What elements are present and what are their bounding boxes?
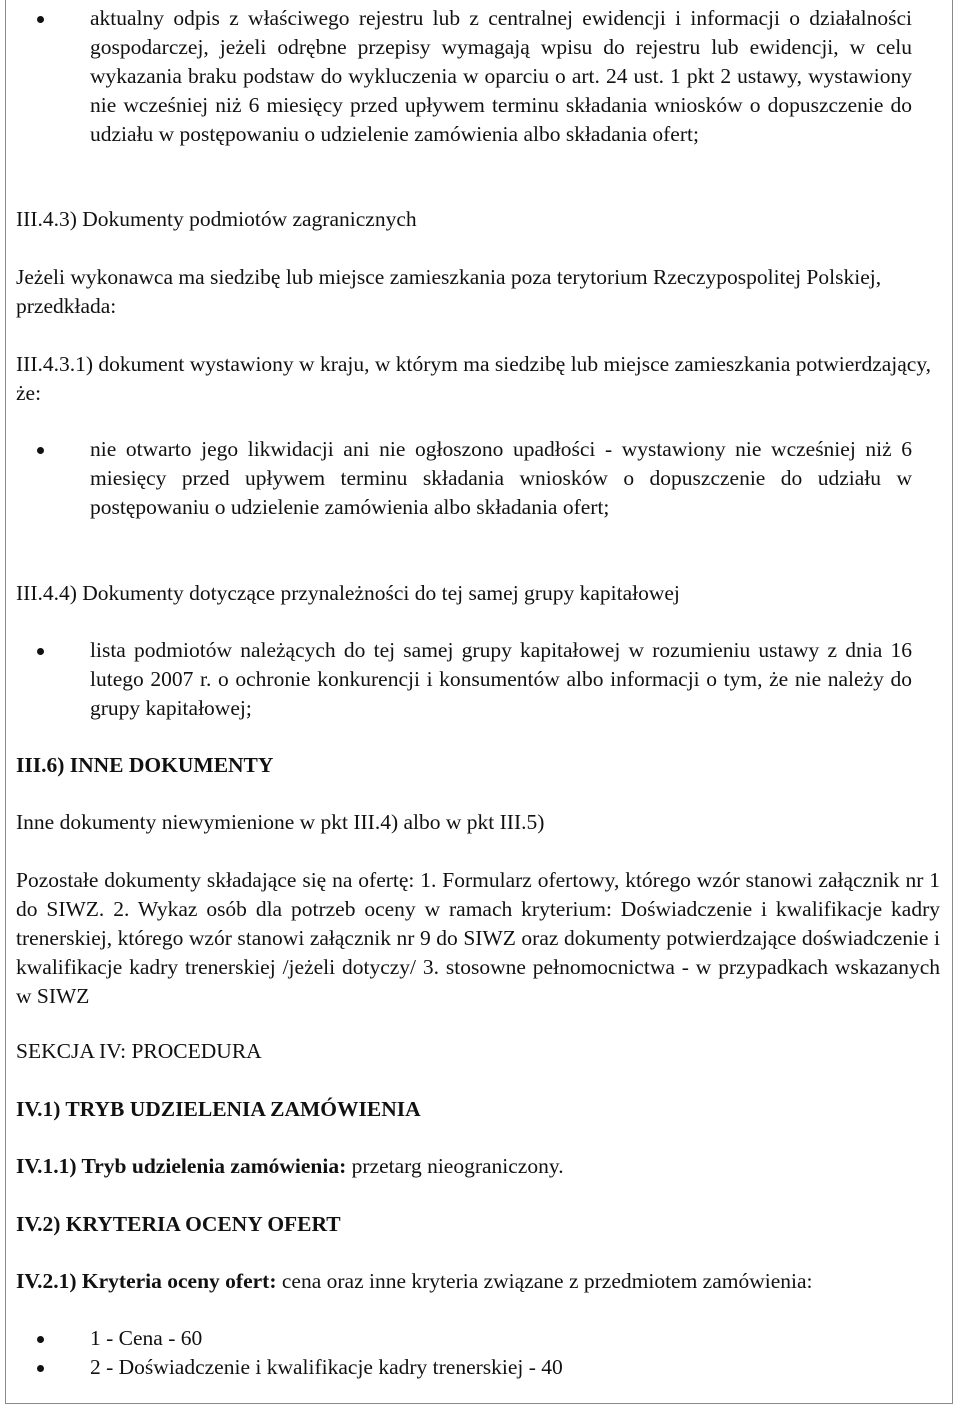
paragraph: Jeżeli wykonawca ma siedzibę lub miejsce zamieszkania poza terytorium Rzeczypospolitej Polskiej, przedkłada: <box>16 265 882 318</box>
bullet-text: 1 - Cena - 60 <box>90 1326 203 1350</box>
document-page <box>5 0 953 1404</box>
section-heading: III.4.3) Dokumenty podmiotów zagranicznych <box>16 207 417 231</box>
bullet-icon <box>37 648 44 655</box>
bullet-text: nie otwarto jego likwidacji ani nie ogłoszono upadłości - wystawiony nie wcześniej niż 6 miesięcy przed upływem terminu składania wniosków o dopuszczenie do udziału w postępowaniu o udzielenie zamówienia albo składania ofert; <box>90 437 912 519</box>
paragraph: IV.2.1) Kryteria oceny ofert: cena oraz inne kryteria związane z przedmiotem zamówienia: <box>16 1269 813 1293</box>
section-heading: III.4.4) Dokumenty dotyczące przynależności do tej samej grupy kapitałowej <box>16 581 680 605</box>
section-heading: IV.1) TRYB UDZIELENIA ZAMÓWIENIA <box>16 1097 421 1121</box>
paragraph: Inne dokumenty niewymienione w pkt III.4) albo w pkt III.5) <box>16 810 545 834</box>
list-item <box>90 1353 912 1382</box>
bullet-icon <box>37 447 44 454</box>
bullet-icon <box>37 1336 44 1343</box>
paragraph: Pozostałe dokumenty składające się na ofertę: 1. Formularz ofertowy, którego wzór stanowi załącznik nr 1 do SIWZ. 2. Wykaz osób dla potrzeb oceny w ramach kryterium: Doświadczenie i kwalifikacje kadry trenerskiej, którego wzór stanowi załącznik nr 9 do SIWZ oraz dokumenty potwierdzające doświadczenie i kwalifikacje kadry trenerskiej /jeżeli dotyczy/ 3. stosowne pełnomocnictwa - w przypadkach wskazanych w SIWZ <box>16 868 940 1008</box>
bullet-text: lista podmiotów należących do tej samej grupy kapitałowej w rozumieniu ustawy z dnia 16 lutego 2007 r. o ochronie konkurencji i konsumentów albo informacji o tym, że nie należy do grupy kapitałowej; <box>90 638 912 720</box>
list-item <box>90 435 912 522</box>
section-title: SEKCJA IV: PROCEDURA <box>16 1039 262 1063</box>
section-heading: IV.2) KRYTERIA OCENY OFERT <box>16 1212 341 1236</box>
list-item <box>90 636 912 723</box>
bullet-text: aktualny odpis z właściwego rejestru lub z centralnej ewidencji i informacji o działalności gospodarczej, jeżeli odrębne przepisy wymagają wpisu do rejestru lub ewidencji, w celu wykazania braku podstaw do wykluczenia w oparciu o art. 24 ust. 1 pkt 2 ustawy, wystawiony nie wcześniej niż 6 miesięcy przed upływem terminu składania wniosków o dopuszczenie do udziału w postępowaniu o udzielenie zamówienia albo składania ofert; <box>90 6 912 146</box>
section-heading: III.6) INNE DOKUMENTY <box>16 753 274 777</box>
bullet-icon <box>37 16 44 23</box>
paragraph: III.4.3.1) dokument wystawiony w kraju, w którym ma siedzibę lub miejsce zamieszkania potwierdzający, że: <box>16 352 932 405</box>
paragraph: IV.1.1) Tryb udzielenia zamówienia: przetarg nieograniczony. <box>16 1154 564 1178</box>
list-item <box>90 4 912 149</box>
list-item <box>90 1324 912 1353</box>
bullet-icon <box>37 1365 44 1372</box>
bullet-text: 2 - Doświadczenie i kwalifikacje kadry trenerskiej - 40 <box>90 1355 563 1379</box>
